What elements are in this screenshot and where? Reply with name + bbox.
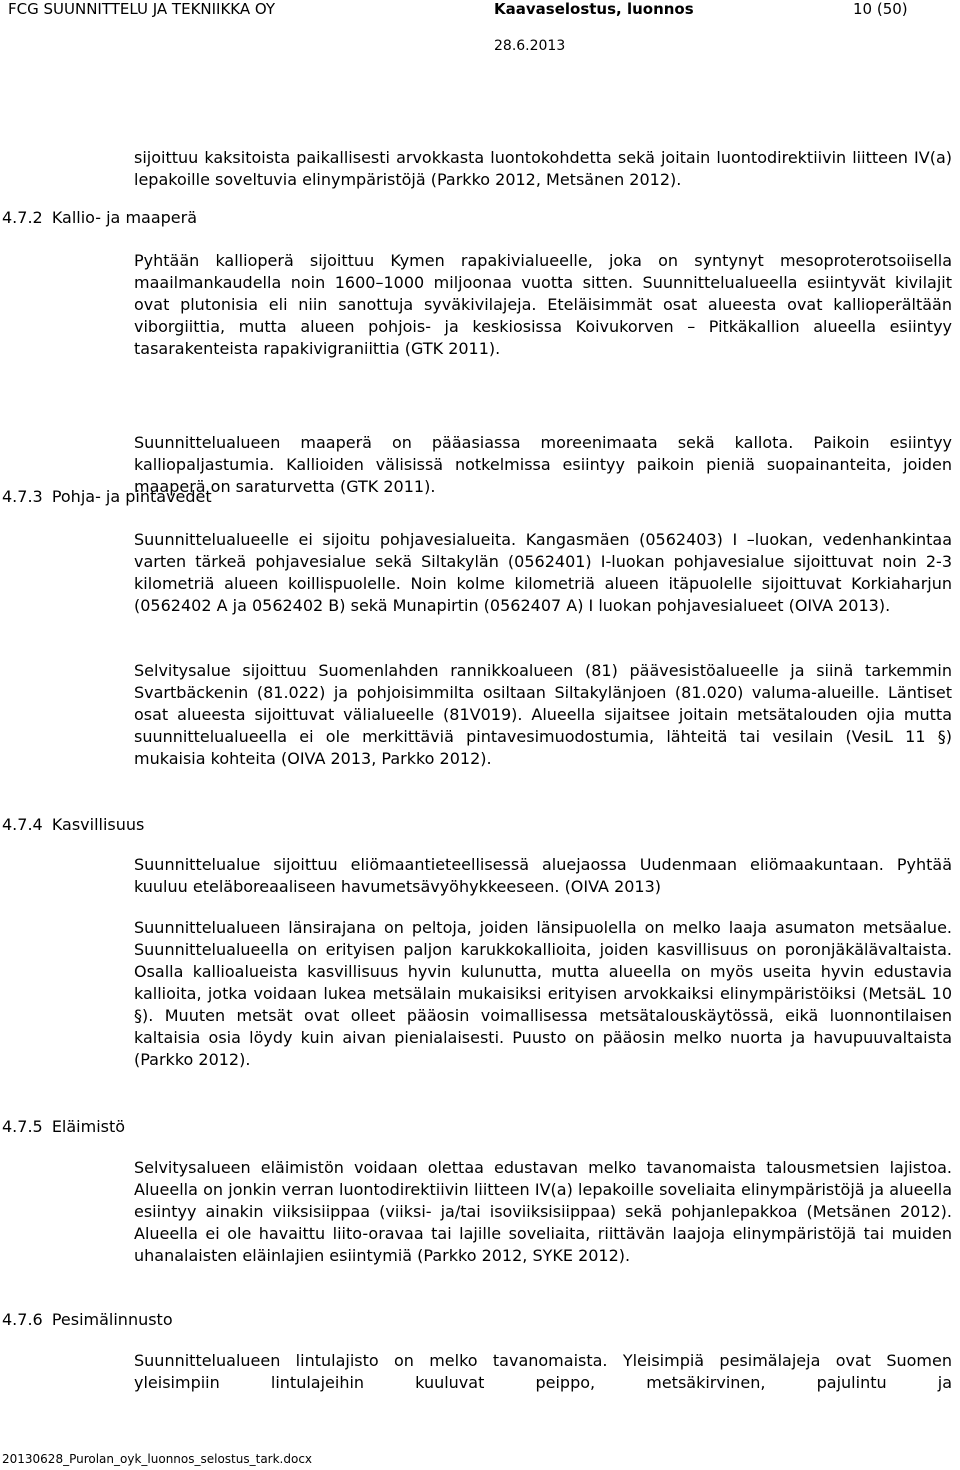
header-page-number: 10 (50)	[853, 0, 908, 18]
section-number: 4.7.3	[2, 487, 43, 506]
paragraph-birds: Suunnittelualueen lintulajisto on melko tavanomaista. Yleisimpiä pesimälajeja ovat Suomen yleisimpiin lintulajeihin kuuluvat peippo, metsäkirvinen, pajulintu ja	[134, 1351, 952, 1392]
section-number: 4.7.4	[2, 815, 43, 834]
paragraph-vegetation-zone: Suunnittelualue sijoittuu eliömaantieteellisessä aluejaossa Uudenmaan eliömaakuntaan. Pyhtää kuuluu eteläboreaaliseen havumetsävyöhykkeeseen. (OIVA 2013)	[134, 855, 952, 896]
section-heading-4-7-6	[2, 1309, 173, 1331]
section-title: Eläimistö	[51, 1117, 126, 1136]
section-number: 4.7.2	[2, 208, 43, 227]
paragraph-fauna: Selvitysalueen eläimistön voidaan olettaa edustavan melko tavanomaista talousmetsien lajistoa. Alueella on jonkin verran luontodirektiivin liitteen IV(a) lepakoille soveliaita elinympäristöjä ja alueella esiintyy ainakin viiksisiippaa (viiksi- ja/tai isoviiksisiippaa) sekä pohjanlepakkoa (Metsänen 2012). Alueella ei ole havaittu liito-oravaa tai lajille soveliaita, riittävän laajoja elinympäristöjä tai muiden uhanalaisten eläinlajien esiintymiä (Parkko 2012, SYKE 2012).	[134, 1158, 952, 1265]
section-heading-4-7-3	[2, 486, 212, 508]
header-date: 28.6.2013	[494, 38, 566, 54]
section-heading-4-7-4	[2, 814, 144, 836]
section-heading-4-7-5	[2, 1116, 125, 1138]
paragraph-bedrock: Pyhtään kallioperä sijoittuu Kymen rapakivialueelle, joka on syntynyt mesoproterotsoiisella maailmankaudella noin 1600–1000 miljoonaa vuotta sitten. Suunnittelualueella esiintyvät kivilajit ovat plutonisia eli niin sanottuja syväkivilajeja. Eteläisimmät osat alueesta ovat kallioperältään viborgiittia, mutta alueen pohjois- ja keskiosissa Koivukorven – Pitkäkallion alueella esiintyy tasarakenteista rapakivigraniittia (GTK 2011).	[134, 251, 952, 358]
footer-filename: 20130628_Purolan_oyk_luonnos_selostus_tark.docx	[2, 1452, 313, 1466]
paragraph-surface-water: Selvitysalue sijoittuu Suomenlahden rannikkoalueen (81) päävesistöalueelle ja siinä tarkemmin Svartbäckenin (81.022) ja pohjoisimmilta osiltaan Siltakylänjoen (81.020) valuma-alueille. Läntiset osat alueesta sijoittuvat välialueelle (81V019). Alueella sijaitsee joitain metsätalouden ojia mutta suunnittelualueella ei ole merkittäviä pintavesimuodostumia, lähteitä tai vesilain (VesiL 11 §) mukaisia kohteita (OIVA 2013, Parkko 2012).	[134, 661, 952, 768]
header-company: FCG SUUNNITTELU JA TEKNIIKKA OY	[8, 0, 276, 18]
section-title: Kasvillisuus	[51, 815, 145, 834]
section-title: Kallio- ja maaperä	[51, 208, 198, 227]
paragraph-intro-continuation: sijoittuu kaksitoista paikallisesti arvokkasta luontokohdetta sekä joitain luontodirektiivin liitteen IV(a) lepakoille soveltuvia elinympäristöjä (Parkko 2012, Metsänen 2012).	[134, 148, 952, 189]
section-heading-4-7-2	[2, 207, 197, 229]
section-title: Pesimälinnusto	[51, 1310, 173, 1329]
section-number: 4.7.5	[2, 1117, 43, 1136]
paragraph-soil: Suunnittelualueen maaperä on pääasiassa moreenimaata sekä kallota. Paikoin esiintyy kalliopaljastumia. Kallioiden välisissä notkelmissa esiintyy paikoin pieniä suopainanteita, joiden maaperä on saraturvetta (GTK 2011).	[134, 433, 952, 496]
paragraph-vegetation: Suunnittelualueen länsirajana on peltoja, joiden länsipuolella on melko laaja asumaton metsäalue. Suunnittelualueella on erityisen paljon karukkokallioita, joiden kasvillisuus on poronjäkälävaltaista. Osalla kallioalueista kasvillisuus hyvin kulunutta, mutta alueella on myös useita hyvin edustavia kallioita, jotka voidaan lukea metsälain mukaisiksi erityisen arvokkaiksi elinympäristöiksi (MetsäL 10 §). Muuten metsät ovat olleet pääosin voimallisessa metsätalouskäytössä, eikä luonnontilaisen kaltaisia osia löydy kuin aivan pienialaisesti. Puusto on pääosin melko nuorta ja havupuuvaltaista (Parkko 2012).	[134, 918, 952, 1069]
header-document-title: Kaavaselostus, luonnos	[494, 0, 694, 18]
paragraph-groundwater: Suunnittelualueelle ei sijoitu pohjavesialueita. Kangasmäen (0562403) I –luokan, vedenhankintaa varten tärkeä pohjavesialue sekä Siltakylän (0562401) I-luokan pohjavesialue sijoittuvat noin 2-3 kilometriä alueen koillispuolelle. Noin kolme kilometriä alueen itäpuolelle sijoittuvat Korkiaharjun (0562402 A ja 0562402 B) sekä Munapirtin (0562407 A) I luokan pohjavesialueet (OIVA 2013).	[134, 530, 952, 615]
section-number: 4.7.6	[2, 1310, 43, 1329]
section-title: Pohja- ja pintavedet	[51, 487, 212, 506]
